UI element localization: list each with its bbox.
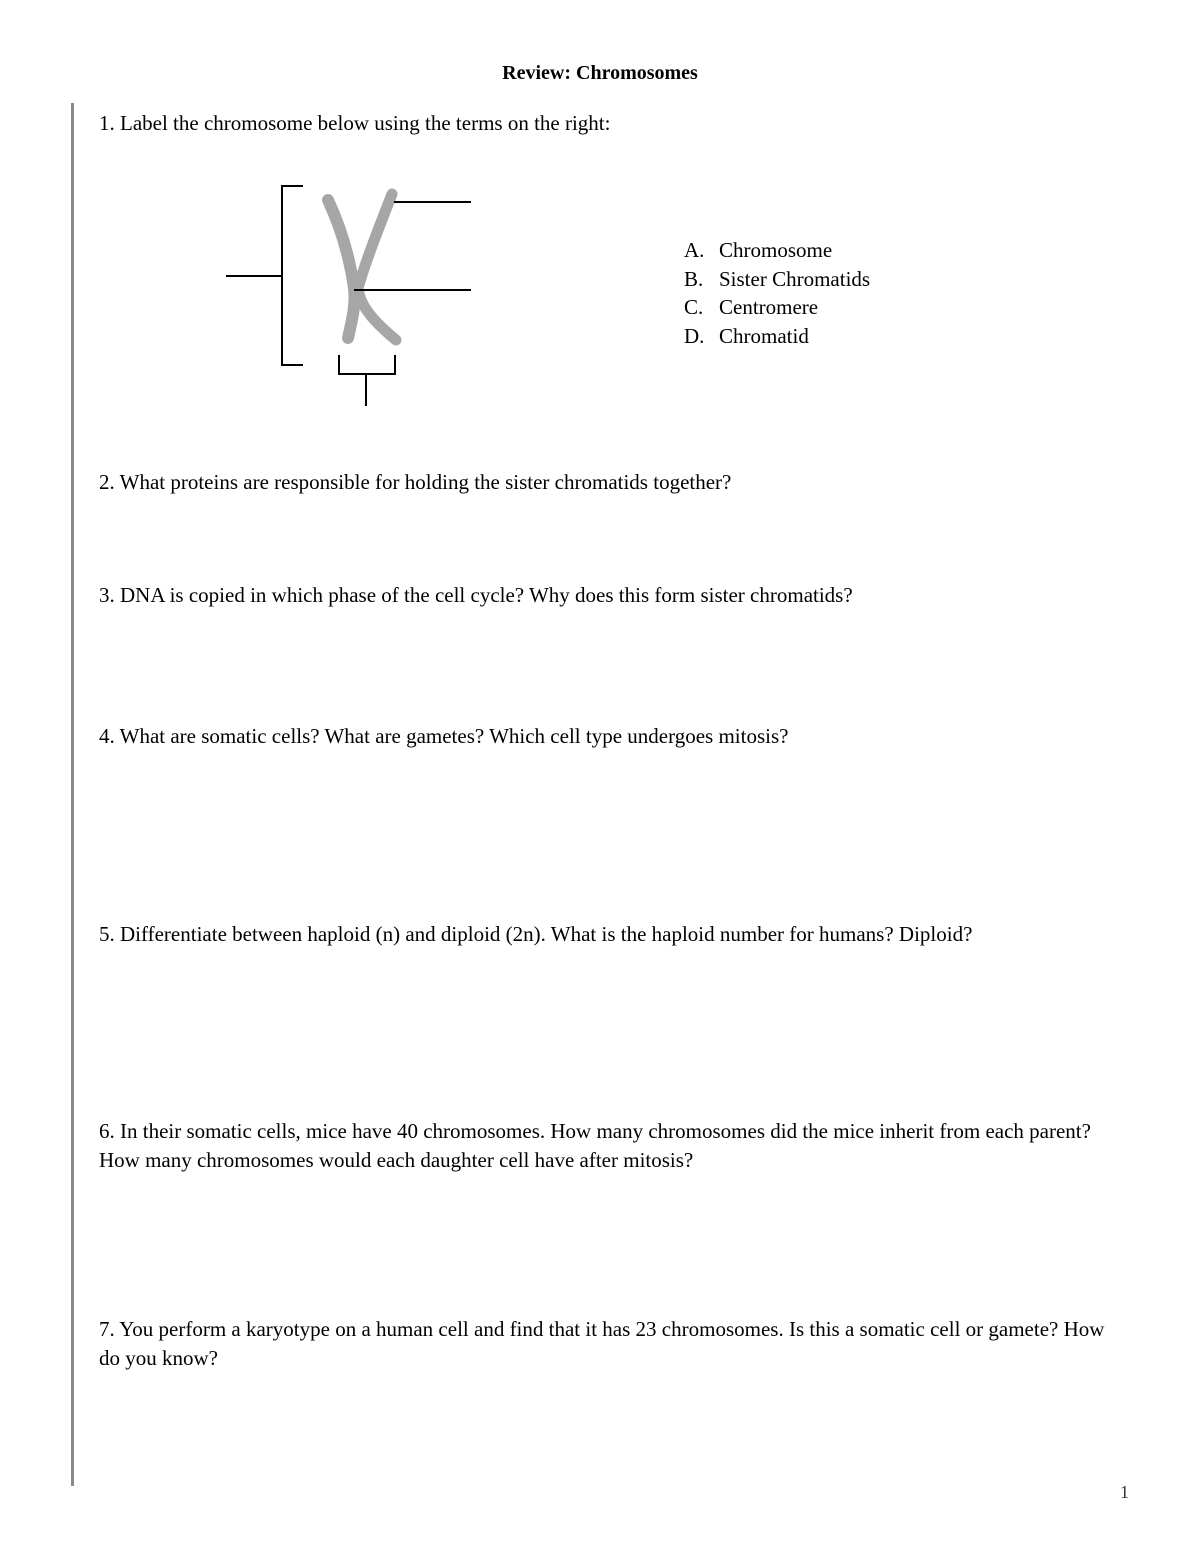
- question-1: 1. Label the chromosome below using the terms on the right:: [99, 111, 611, 135]
- page-title: Review: Chromosomes: [502, 62, 698, 84]
- term-label: Sister Chromatids: [719, 266, 871, 291]
- term-label: Chromatid: [719, 323, 809, 348]
- term-item: [684, 322, 870, 351]
- chromatid-left: [328, 200, 355, 338]
- question-3: 3. DNA is copied in which phase of the cell cycle? Why does this form sister chromatids?: [99, 583, 853, 607]
- chromosome-drawing: [328, 194, 396, 340]
- question-2: 2. What proteins are responsible for holding the sister chromatids together?: [99, 470, 732, 494]
- bottom-bracket: [339, 355, 395, 374]
- left-bracket: [282, 186, 303, 365]
- chromatid-right: [358, 194, 396, 340]
- question-5: 5. Differentiate between haploid (n) and diploid (2n). What is the haploid number for humans? Diploid?: [99, 922, 973, 946]
- question-4: 4. What are somatic cells? What are gametes? Which cell type undergoes mitosis?: [99, 724, 789, 748]
- left-margin-line: [71, 103, 74, 1486]
- question-6: 6. In their somatic cells, mice have 40 chromosomes. How many chromosomes did the mice inherit from each parent? How many chromosomes would each daughter cell have after mitosis?: [99, 1119, 1091, 1172]
- term-item: [684, 265, 870, 294]
- term-letter: C.: [684, 295, 704, 319]
- term-letter: A.: [684, 238, 705, 262]
- term-item: [684, 236, 870, 265]
- page-number: 1: [1120, 1482, 1129, 1502]
- question-7: 7. You perform a karyotype on a human cell and find that it has 23 chromosomes. Is this a somatic cell or gamete? How do you know?: [99, 1317, 1105, 1370]
- term-label: Chromosome: [719, 238, 833, 262]
- term-label: Centromere: [719, 295, 819, 319]
- chromosome-diagram: [220, 180, 480, 410]
- terms-list: [684, 236, 870, 350]
- term-letter: D.: [684, 323, 705, 348]
- term-item: [684, 293, 870, 322]
- term-letter: B.: [684, 266, 704, 291]
